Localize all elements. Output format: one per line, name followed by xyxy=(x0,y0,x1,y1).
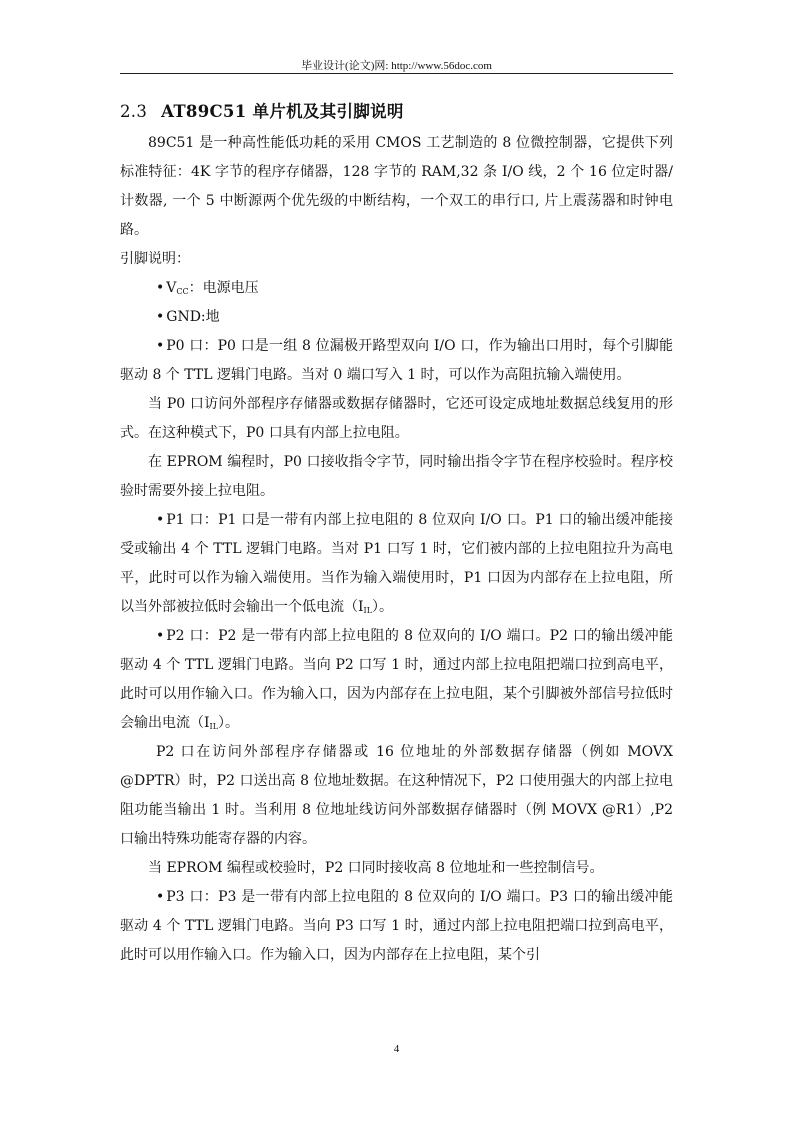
intro-paragraph: 89C51 是一种高性能低功耗的采用 CMOS 工艺制造的 8 位微控制器，它提供下列标准特征：4K 字节的程序存储器，128 字节的 RAM,32 条 I/O 线，2 个 16 位定时器/计数器, 一个 5 中断源两个优先级的中断结构，一个双工的串行口, 片上震荡器和时钟电路。 xyxy=(120,135,673,238)
page-header: 毕业设计(论文)网: http://www.56doc.com xyxy=(301,60,492,72)
page-number: 4 xyxy=(393,1043,400,1055)
p0-bus-paragraph: 当 P0 口访问外部程序存储器或数据存储器时，它还可设定成地址数据总线复用的形式。在这种模式下，P0 口具有内部上拉电阻。 xyxy=(120,396,673,441)
bullet-icon: • xyxy=(156,280,165,296)
p1-text-end: ）。 xyxy=(372,599,394,615)
p3-text: P3 口：P3 是一带有内部上拉电阻的 8 位双向的 I/O 端口。P3 口的输出缓冲能驱动 4 个 TTL 逻辑门电路。当向 P3 口写 1 时，通过内部上拉电阻把端口拉到高电平，此时可以用作输入口。作为输入口，因为内部存在上拉电阻，某个引 xyxy=(120,889,673,963)
gnd-text: GND:地 xyxy=(166,309,220,325)
p2-subscript: IL xyxy=(209,722,219,731)
vcc-label: V xyxy=(166,280,177,296)
vcc-text: ：电源电压 xyxy=(188,280,259,296)
bullet-icon: • xyxy=(156,512,165,528)
p0-item xyxy=(120,332,673,390)
header-divider xyxy=(120,73,673,74)
section-title: AT89C51 单片机及其引脚说明 xyxy=(161,102,404,121)
p0-eprom-paragraph: 在 EPROM 编程时，P0 口接收指令字节，同时输出指令字节在程序校验时。程序校验时需要外接上拉电阻。 xyxy=(120,454,673,499)
section-heading xyxy=(120,98,404,122)
gnd-item xyxy=(120,303,673,332)
pin-description-heading: 引脚说明： xyxy=(120,251,190,267)
p2-eprom-paragraph: 当 EPROM 编程或校验时，P2 口同时接收高 8 位地址和一些控制信号。 xyxy=(148,860,604,876)
p3-item xyxy=(120,883,673,970)
bullet-icon: • xyxy=(156,628,165,644)
p2-text-end: ）。 xyxy=(218,715,240,731)
p0-text: P0 口：P0 口是一组 8 位漏极开路型双向 I/O 口，作为输出口用时，每个引脚能驱动 8 个 TTL 逻辑门电路。当对 0 端口写入 1 时，可以作为高阻抗输入端使用。 xyxy=(120,338,673,383)
bullet-icon: • xyxy=(156,338,165,354)
vcc-subscript: CC xyxy=(176,287,189,296)
p2-item xyxy=(120,622,673,738)
p1-text: P1 口：P1 口是一带有内部上拉电阻的 8 位双向 I/O 口。P1 口的输出缓冲能接受或输出 4 个 TTL 逻辑门电路。当对 P1 口写 1 时，它们被内部的上拉电阻拉升为高电平，此时可以作为输入端使用。当作为输入端使用时，P1 口因为内部存在上拉电阻，所以当外部被拉低时会输出一个低电流（I xyxy=(120,512,673,615)
vcc-item xyxy=(120,274,673,303)
bullet-icon: • xyxy=(156,309,165,325)
p1-subscript: IL xyxy=(363,606,373,615)
document-body xyxy=(120,129,673,970)
p2-text: P2 口：P2 是一带有内部上拉电阻的 8 位双向的 I/O 端口。P2 口的输出缓冲能驱动 4 个 TTL 逻辑门电路。当向 P2 口写 1 时，通过内部上拉电阻把端口拉到高电平，此时可以用作输入口。作为输入口，因为内部存在上拉电阻，某个引脚被外部信号拉低时会输出电流（I xyxy=(120,628,673,731)
section-number: 2.3 xyxy=(120,102,148,121)
p1-item xyxy=(120,506,673,622)
bullet-icon: • xyxy=(156,889,165,905)
p2-address-paragraph: P2 口在访问外部程序存储器或 16 位地址的外部数据存储器（例如 MOVX @DPTR）时，P2 口送出高 8 位地址数据。在这种情况下，P2 口使用强大的内部上拉电阻功能当输出 1 时。当利用 8 位地址线访问外部数据存储器时（例 MOVX @R1）,P2 口输出特殊功能寄存器的内容。 xyxy=(120,744,673,847)
